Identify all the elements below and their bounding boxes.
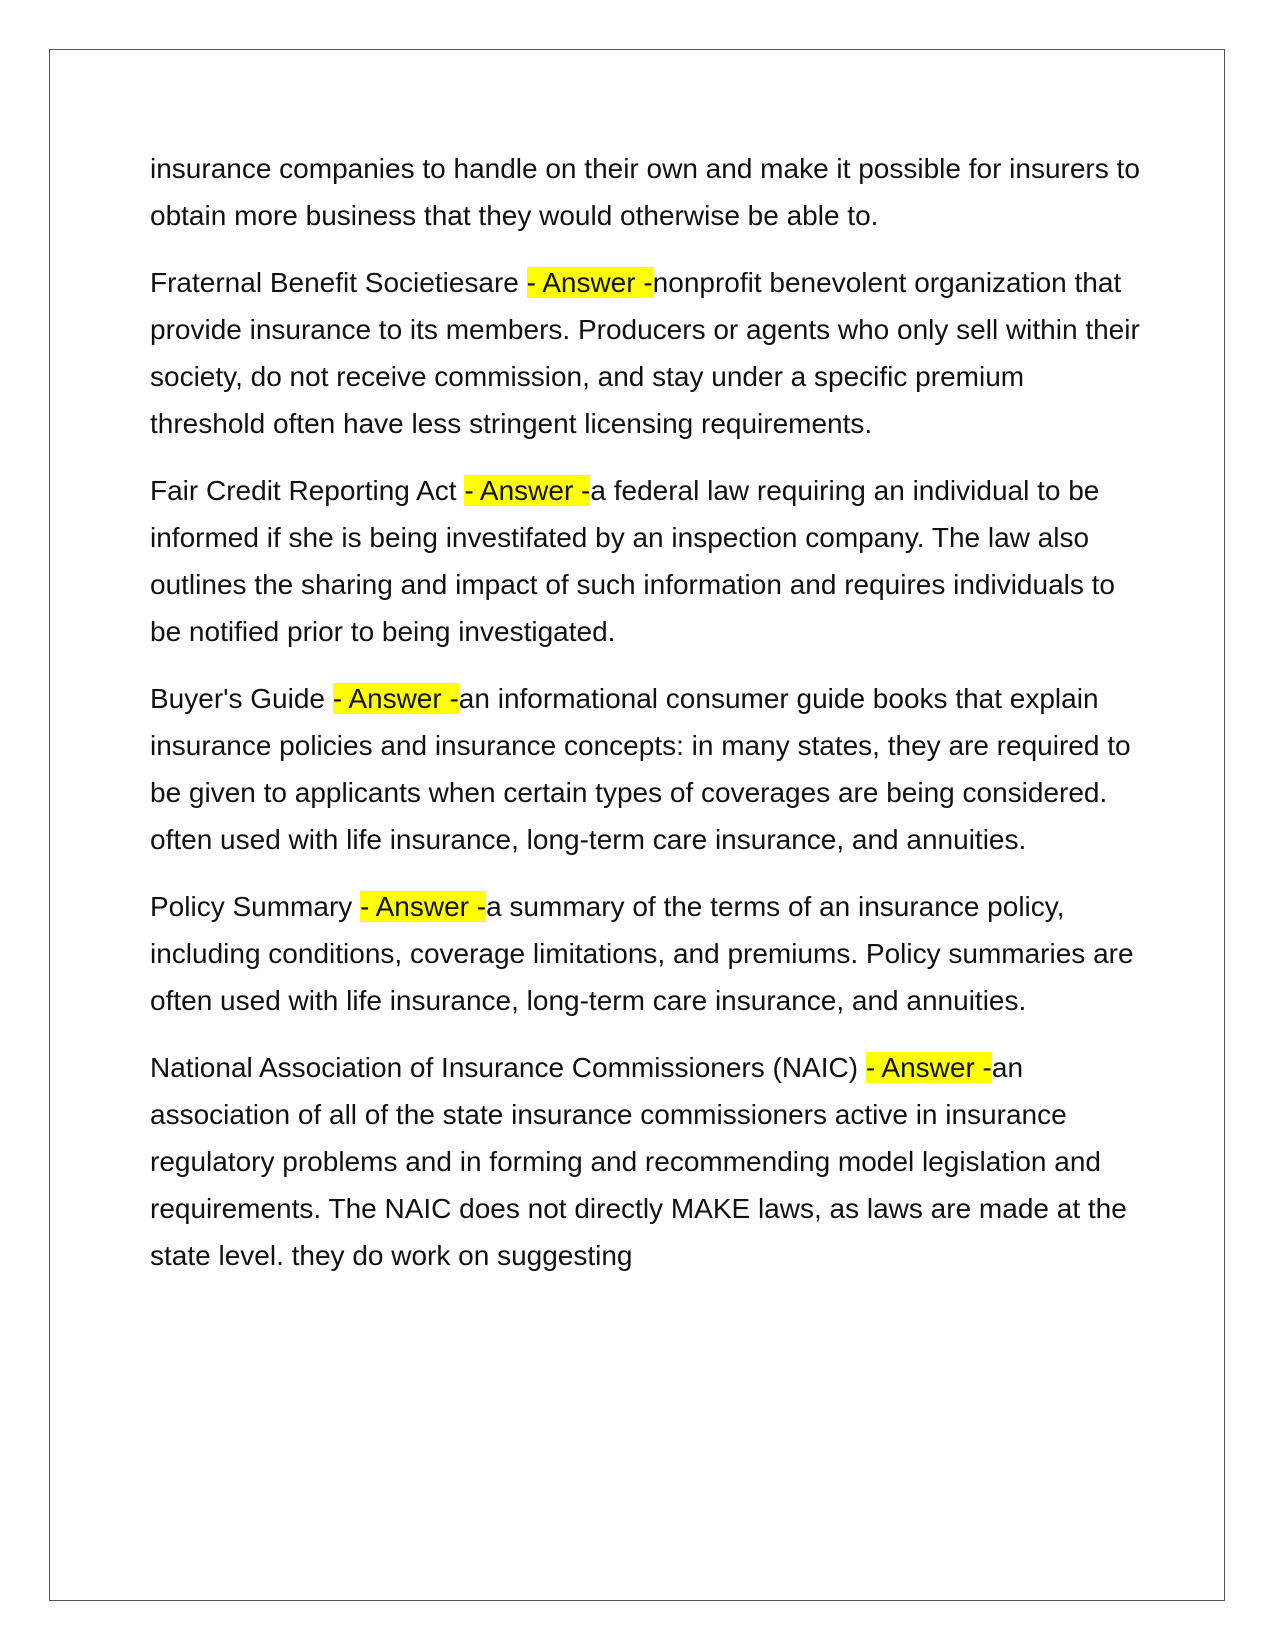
paragraph-text: insurance companies to handle on their own and make it possible for insurers to obtain more business that they would otherwise be able to. <box>150 153 1140 231</box>
answer-highlight: - Answer - <box>360 891 487 922</box>
paragraph-naic <box>150 1044 1140 1279</box>
definition-text: nonprofit benevolent organization that provide insurance to its members. Producers or agents who only sell within their society, do not receive commission, and stay under a specific premium threshold often have less stringent licensing requirements. <box>150 267 1140 439</box>
paragraph-fraternal-benefit-societies <box>150 259 1140 447</box>
answer-highlight: - Answer - <box>332 683 459 714</box>
paragraph-continuation <box>150 145 1140 239</box>
term-label: Policy Summary <box>150 891 361 922</box>
term-label: Fraternal Benefit Societiesare <box>150 267 527 298</box>
answer-highlight: - Answer - <box>526 267 653 298</box>
definition-text: a summary of the terms of an insurance policy, including conditions, coverage limitations, and premiums. Policy summaries are often used with life insurance, long-term care insurance, and annuities. <box>150 891 1134 1016</box>
answer-highlight: - Answer - <box>464 475 591 506</box>
definition-text: a federal law requiring an individual to be informed if she is being investifated by an inspection company. The law also outlines the sharing and impact of such information and requires individuals to be notified prior to being investigated. <box>150 475 1116 647</box>
paragraph-policy-summary <box>150 883 1140 1024</box>
answer-highlight: - Answer - <box>865 1052 992 1083</box>
document-body <box>150 145 1140 1299</box>
term-label: Fair Credit Reporting Act <box>150 475 465 506</box>
definition-text: an association of all of the state insurance commissioners active in insurance regulatory problems and in forming and recommending model legislation and requirements. The NAIC does not directly MAKE laws, as laws are made at the state level. they do work on suggesting <box>150 1052 1127 1271</box>
term-label: Buyer's Guide <box>150 683 333 714</box>
definition-text: an informational consumer guide books that explain insurance policies and insurance concepts: in many states, they are required to be given to applicants when certain types of coverages are being considered. often used with life insurance, long-term care insurance, and annuities. <box>150 683 1131 855</box>
paragraph-fair-credit-reporting-act <box>150 467 1140 655</box>
term-label: National Association of Insurance Commissioners (NAIC) <box>150 1052 866 1083</box>
paragraph-buyers-guide <box>150 675 1140 863</box>
